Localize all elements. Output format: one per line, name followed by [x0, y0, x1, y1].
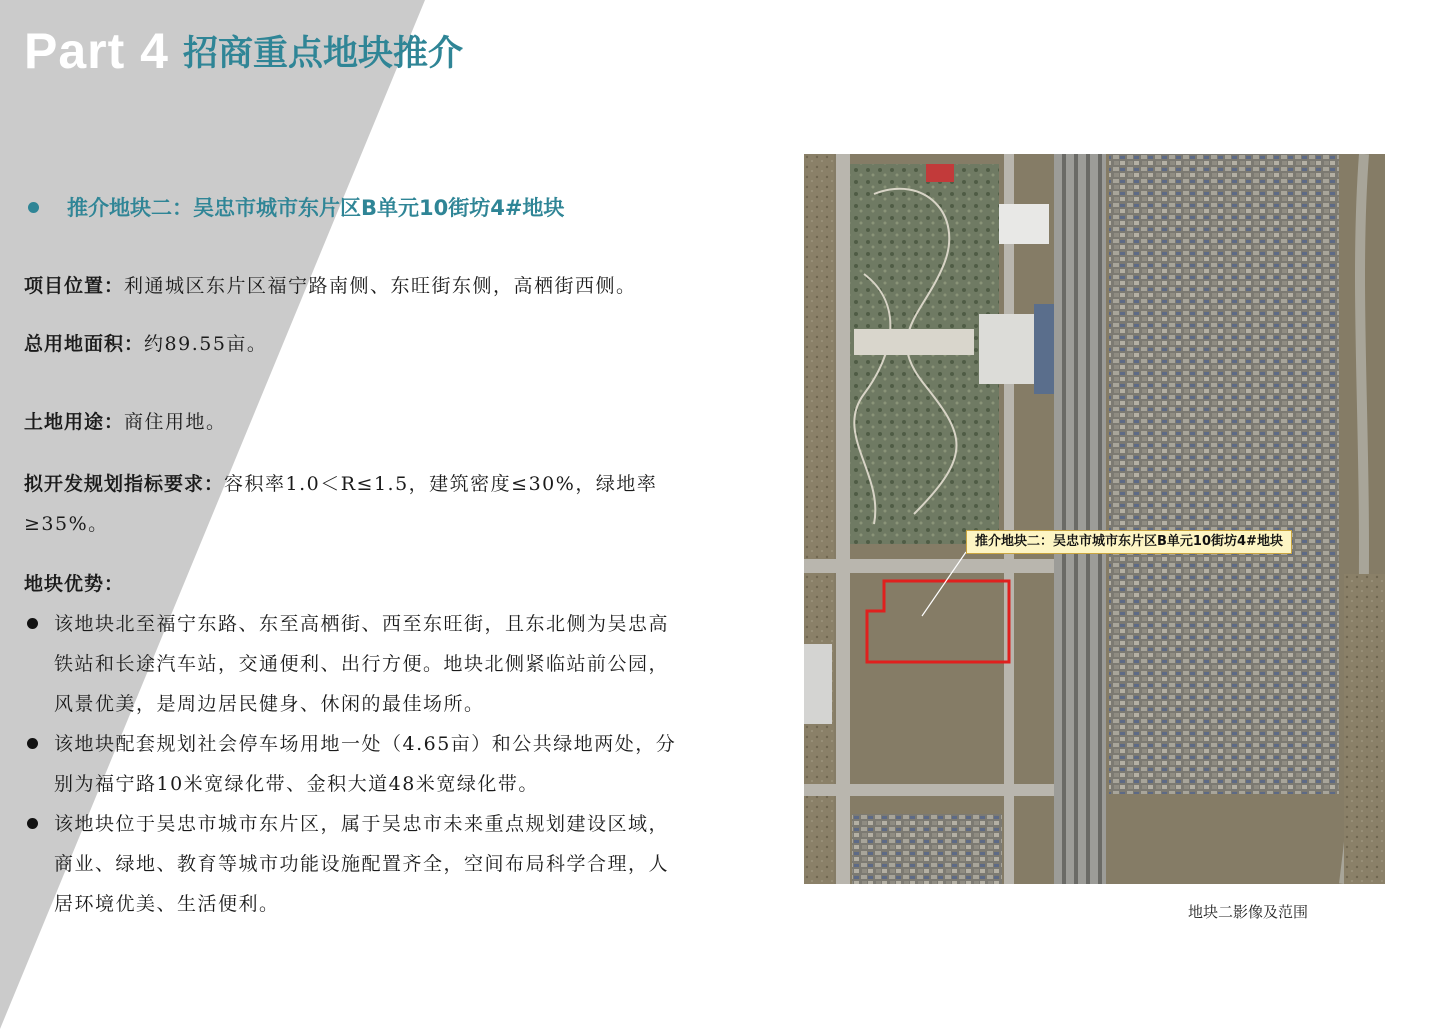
map-caption: 地块二影像及范围 — [1188, 903, 1309, 921]
list-item: 该地块位于吴忠市城市东片区，属于吴忠市未来重点规划建设区域，商业、绿地、教育等城市功能设施配置齐全，空间布局科学合理，人居环境优美、生活便利。 — [24, 804, 684, 924]
plot-callout-label: 推介地块二：吴忠市城市东片区B单元10街坊4#地块 — [966, 530, 1292, 554]
field-land-use — [24, 402, 704, 442]
satellite-map — [804, 154, 1385, 884]
field-value: 约89.55亩。 — [144, 333, 268, 355]
part-label: Part 4 — [24, 23, 169, 79]
field-label: 土地用途： — [24, 411, 125, 433]
section-heading-text: 推介地块二：吴忠市城市东片区B单元10街坊4#地块 — [67, 196, 565, 220]
text-content — [24, 192, 704, 924]
bullet-icon — [27, 618, 38, 629]
section-heading — [28, 192, 704, 222]
list-item: 该地块配套规划社会停车场用地一处（4.65亩）和公共绿地两处，分别为福宁路10米宽绿化带、金积大道48米宽绿化带。 — [24, 724, 684, 804]
field-area — [24, 324, 704, 364]
page-header — [24, 22, 463, 80]
field-label: 拟开发规划指标要求： — [24, 473, 225, 495]
field-label: 项目位置： — [24, 275, 125, 297]
bullet-icon — [27, 738, 38, 749]
list-item: 该地块北至福宁东路、东至高栖街、西至东旺街，且东北侧为吴忠高铁站和长途汽车站，交通便利、出行方便。地块北侧紧临站前公园，风景优美，是周边居民健身、休闲的最佳场所。 — [24, 604, 684, 724]
bullet-icon — [27, 818, 38, 829]
satellite-image — [804, 154, 1385, 884]
field-value: 商住用地。 — [124, 411, 227, 433]
heading-bullet-icon — [28, 202, 39, 213]
field-planning-indicators — [24, 464, 694, 544]
advantages-list — [24, 604, 684, 924]
field-location — [24, 266, 674, 306]
advantages-label: 地块优势： — [24, 573, 125, 595]
field-label: 总用地面积： — [24, 333, 145, 355]
field-value: 利通城区东片区福宁路南侧、东旺街东侧，高栖街西侧。 — [124, 275, 637, 297]
field-value: 容积率1.0＜R≤1.5，建筑密度≤30%，绿地率≥35%。 — [24, 473, 658, 535]
page-title: 招商重点地块推介 — [182, 34, 463, 74]
